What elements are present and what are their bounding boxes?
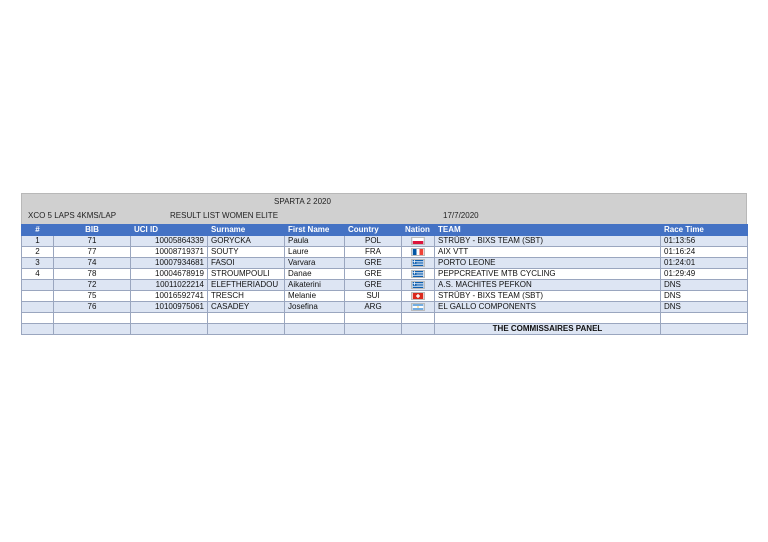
cell-bib: 76: [54, 302, 131, 313]
cell-uci-id: 10005864339: [131, 236, 208, 247]
cell-country: GRE: [345, 269, 402, 280]
list-title: RESULT LIST WOMEN ELITE: [170, 211, 279, 220]
cell-race-time: 01:29:49: [661, 269, 748, 280]
cell-bib: 77: [54, 247, 131, 258]
argentina-flag-icon: [411, 302, 425, 311]
empty-cell: [661, 324, 748, 335]
cell-first-name: Paula: [285, 236, 345, 247]
col-team: TEAM: [435, 225, 661, 236]
cell-race-time: DNS: [661, 280, 748, 291]
cell-surname: STROUMPOULI: [208, 269, 285, 280]
commissaires-panel: THE COMMISSAIRES PANEL: [435, 324, 661, 335]
france-flag-icon: [411, 247, 425, 256]
empty-cell: [345, 324, 402, 335]
cell-surname: FASOI: [208, 258, 285, 269]
empty-cell: [54, 324, 131, 335]
greece-flag-icon: [411, 269, 425, 278]
cell-country: SUI: [345, 291, 402, 302]
cell-nation: [402, 269, 435, 280]
cell-surname: SOUTY: [208, 247, 285, 258]
cell-surname: GORYCKA: [208, 236, 285, 247]
col-bib: BIB: [54, 225, 131, 236]
cell-nation: [402, 280, 435, 291]
switzerland-flag-icon: [411, 291, 425, 300]
cell-first-name: Laure: [285, 247, 345, 258]
table-header-row: [22, 225, 748, 236]
cell-uci-id: 10008719371: [131, 247, 208, 258]
cell-nation: [402, 247, 435, 258]
table-row: [22, 291, 748, 302]
cell-first-name: Danae: [285, 269, 345, 280]
results-table: [21, 224, 748, 335]
cell-country: FRA: [345, 247, 402, 258]
cell-rank: 2: [22, 247, 54, 258]
cell-team: AIX VTT: [435, 247, 661, 258]
cell-rank: [22, 280, 54, 291]
commissaires-row: [22, 324, 748, 335]
race-format: XCO 5 LAPS 4KMS/LAP: [28, 211, 117, 220]
col-rank: #: [22, 225, 54, 236]
cell-uci-id: 10004678919: [131, 269, 208, 280]
greece-flag-icon: [411, 280, 425, 289]
cell-nation: [402, 258, 435, 269]
cell-surname: TRESCH: [208, 291, 285, 302]
empty-cell: [402, 313, 435, 324]
cell-team: EL GALLO COMPONENTS: [435, 302, 661, 313]
empty-cell: [208, 324, 285, 335]
empty-cell: [22, 324, 54, 335]
cell-team: PORTO LEONE: [435, 258, 661, 269]
cell-rank: 4: [22, 269, 54, 280]
cell-rank: 3: [22, 258, 54, 269]
cell-race-time: 01:24:01: [661, 258, 748, 269]
cell-surname: CASADEY: [208, 302, 285, 313]
cell-race-time: 01:16:24: [661, 247, 748, 258]
cell-nation: [402, 302, 435, 313]
cell-nation: [402, 291, 435, 302]
cell-first-name: Josefina: [285, 302, 345, 313]
table-row: [22, 258, 748, 269]
cell-team: PEPPCREATIVE MTB CYCLING: [435, 269, 661, 280]
col-uci-id: UCI ID: [131, 225, 208, 236]
cell-nation: [402, 236, 435, 247]
empty-cell: [22, 313, 54, 324]
cell-country: GRE: [345, 258, 402, 269]
empty-row: [22, 313, 748, 324]
cell-uci-id: 10007934681: [131, 258, 208, 269]
col-nation: Nation: [402, 225, 435, 236]
cell-country: ARG: [345, 302, 402, 313]
poland-flag-icon: [411, 236, 425, 245]
empty-cell: [131, 313, 208, 324]
cell-country: GRE: [345, 280, 402, 291]
cell-uci-id: 10016592741: [131, 291, 208, 302]
cell-bib: 71: [54, 236, 131, 247]
col-first-name: First Name: [285, 225, 345, 236]
empty-cell: [435, 313, 661, 324]
cell-bib: 75: [54, 291, 131, 302]
col-surname: Surname: [208, 225, 285, 236]
table-row: [22, 280, 748, 291]
col-race-time: Race Time: [661, 225, 748, 236]
cell-bib: 74: [54, 258, 131, 269]
table-row: [22, 247, 748, 258]
cell-first-name: Aikaterini: [285, 280, 345, 291]
table-row: [22, 302, 748, 313]
cell-uci-id: 10100975061: [131, 302, 208, 313]
cell-bib: 78: [54, 269, 131, 280]
empty-cell: [285, 313, 345, 324]
cell-rank: [22, 302, 54, 313]
sheet-header: [21, 193, 747, 224]
cell-team: STRÜBY - BIXS TEAM (SBT): [435, 236, 661, 247]
cell-team: A.S. MACHITES PEFKON: [435, 280, 661, 291]
cell-team: STRÜBY - BIXS TEAM (SBT): [435, 291, 661, 302]
cell-race-time: DNS: [661, 302, 748, 313]
empty-cell: [131, 324, 208, 335]
cell-race-time: 01:13:56: [661, 236, 748, 247]
cell-country: POL: [345, 236, 402, 247]
cell-bib: 72: [54, 280, 131, 291]
empty-cell: [402, 324, 435, 335]
cell-first-name: Melanie: [285, 291, 345, 302]
table-row: [22, 236, 748, 247]
greece-flag-icon: [411, 258, 425, 267]
cell-race-time: DNS: [661, 291, 748, 302]
cell-uci-id: 10011022214: [131, 280, 208, 291]
cell-surname: ELEFTHERIADOU: [208, 280, 285, 291]
cell-first-name: Varvara: [285, 258, 345, 269]
empty-cell: [345, 313, 402, 324]
col-country: Country: [345, 225, 402, 236]
empty-cell: [661, 313, 748, 324]
race-date: 17/7/2020: [443, 211, 479, 220]
empty-cell: [208, 313, 285, 324]
empty-cell: [54, 313, 131, 324]
event-title: SPARTA 2 2020: [274, 197, 331, 206]
empty-cell: [285, 324, 345, 335]
cell-rank: 1: [22, 236, 54, 247]
result-sheet: [21, 193, 747, 335]
table-row: [22, 269, 748, 280]
cell-rank: [22, 291, 54, 302]
